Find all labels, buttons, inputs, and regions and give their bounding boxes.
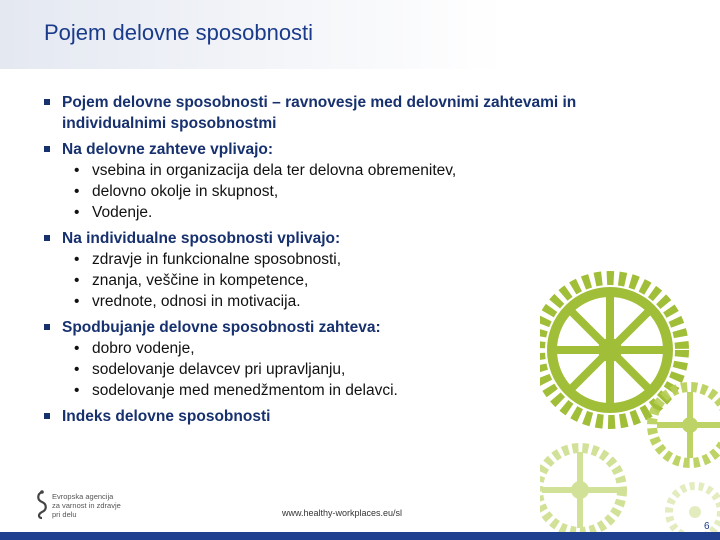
page-number: 6 [704, 521, 710, 532]
agency-emblem-icon [34, 490, 50, 520]
bullet-text: Spodbujanje delovne sposobnosti zahteva: [62, 319, 381, 336]
bullet-item-2 [44, 139, 664, 223]
bullet-text: Indeks delovne sposobnosti [62, 408, 271, 425]
sub-bullet: • Vodenje. [74, 204, 153, 221]
square-bullet-icon [44, 235, 50, 241]
agency-logo-text [52, 492, 122, 519]
sub-bullet: • zdravje in funkcionalne sposobnosti, [74, 251, 342, 268]
sub-bullet: • dobro vodenje, [74, 340, 195, 357]
logo-line: Evropska agencija [52, 492, 114, 501]
sub-bullet-text: znanja, veščine in kompetence, [92, 272, 309, 289]
sub-bullet-text: delovno okolje in skupnost, [92, 183, 279, 200]
footer-url-link[interactable]: www.healthy-workplaces.eu/sl [282, 508, 403, 518]
sub-bullet: • sodelovanje delavcev pri upravljanju, [74, 361, 346, 378]
sub-bullet-text: sodelovanje med menedžmentom in delavci. [92, 382, 398, 399]
square-bullet-icon [44, 324, 50, 330]
sub-bullet: • vsebina in organizacija dela ter delovna obremenitev, [74, 162, 457, 179]
sub-bullet-text: dobro vodenje, [92, 340, 195, 357]
bullet-text: Na individualne sposobnosti vplivajo: [62, 230, 341, 247]
header-divider [0, 69, 720, 71]
sub-bullet-text: vrednote, odnosi in motivacija. [92, 293, 301, 310]
bottom-bar [0, 532, 720, 540]
sub-bullet: • vrednote, odnosi in motivacija. [74, 293, 301, 310]
bullet-text: Na delovne zahteve vplivajo: [62, 141, 274, 158]
sub-bullet: • delovno okolje in skupnost, [74, 183, 279, 200]
square-bullet-icon [44, 146, 50, 152]
slide-title: Pojem delovne sposobnosti [44, 20, 314, 45]
bullet-text: Pojem delovne sposobnosti – ravnovesje med delovnimi zahtevami in individualnimi sposobnostmi [62, 94, 577, 132]
sub-bullet-text: sodelovanje delavcev pri upravljanju, [92, 361, 346, 378]
sub-bullet: • sodelovanje med menedžmentom in delavci. [74, 382, 398, 399]
sub-bullet-text: vsebina in organizacija dela ter delovna obremenitev, [92, 162, 457, 179]
square-bullet-icon [44, 99, 50, 105]
sub-bullet-text: zdravje in funkcionalne sposobnosti, [92, 251, 342, 268]
bullet-item-1 [44, 92, 664, 134]
logo-line: za varnost in zdravje [52, 501, 121, 510]
square-bullet-icon [44, 413, 50, 419]
sub-bullet: • znanja, veščine in kompetence, [74, 272, 309, 289]
logo-line: pri delu [52, 510, 77, 519]
sub-bullet-text: Vodenje. [92, 204, 153, 221]
gears-illustration-icon [540, 250, 720, 540]
